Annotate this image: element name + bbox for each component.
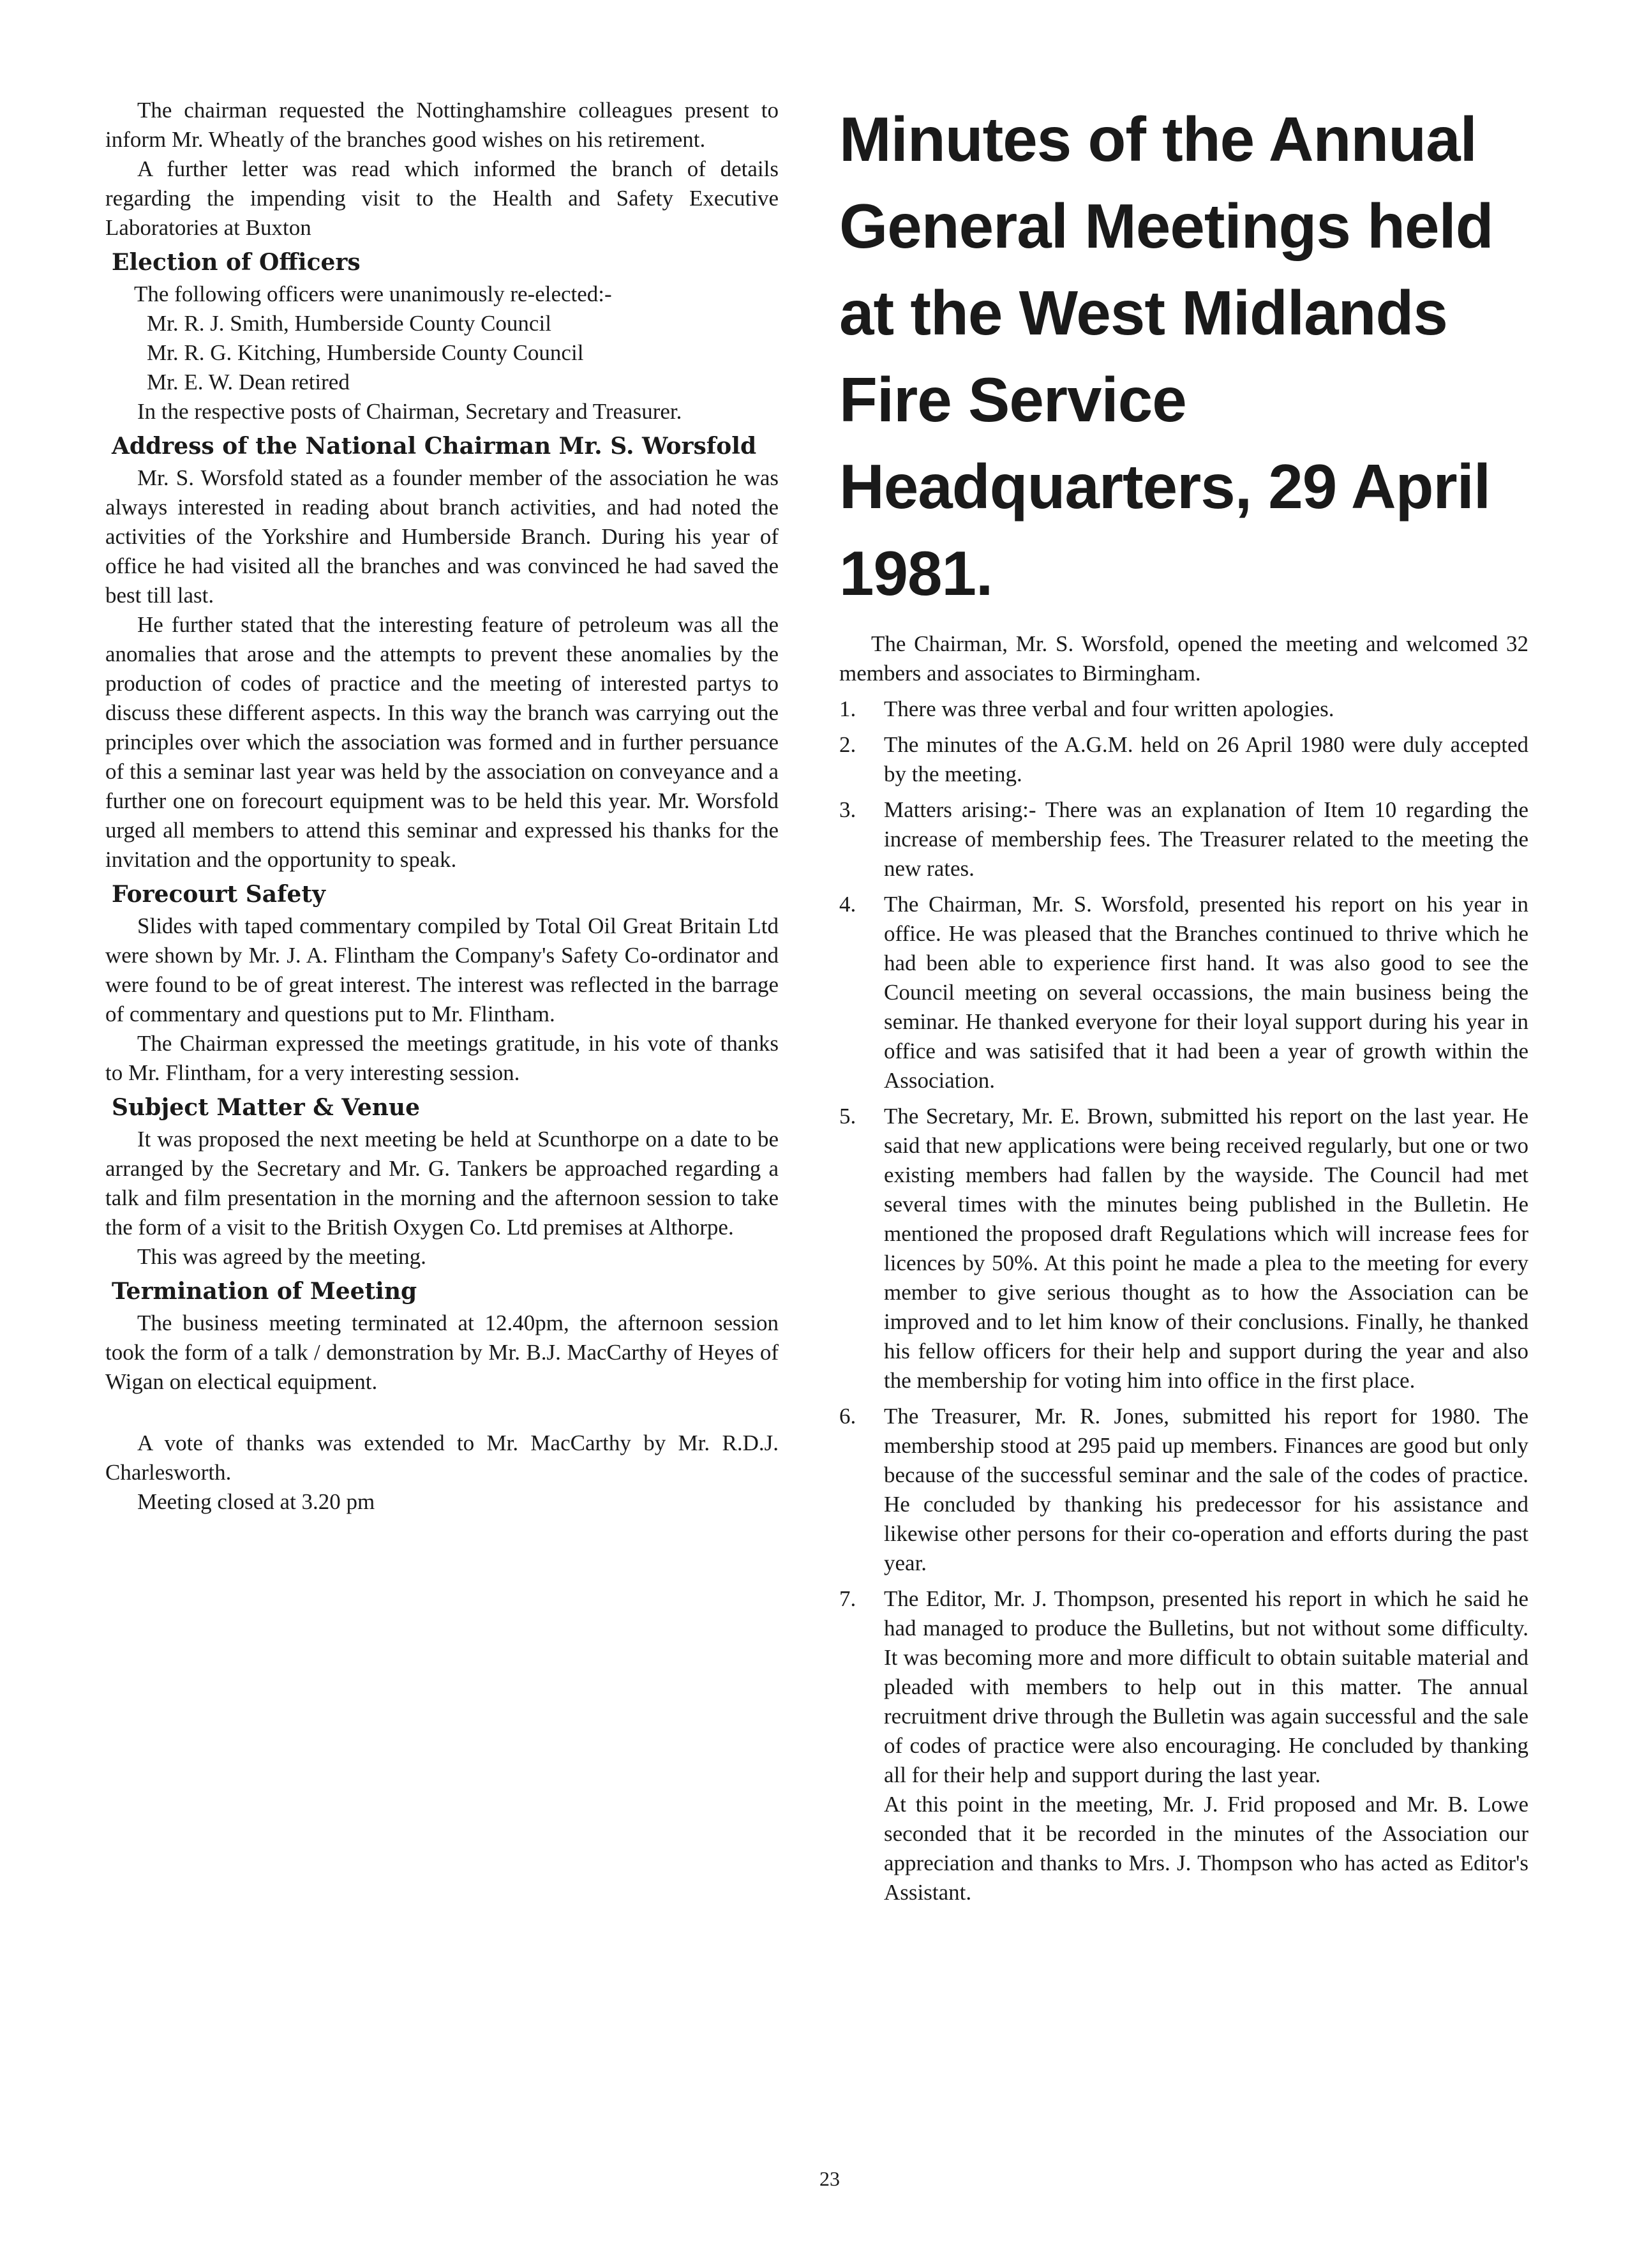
list-item xyxy=(839,890,1528,1095)
paragraph: Meeting closed at 3.20 pm xyxy=(137,1489,375,1514)
list-item xyxy=(839,1102,1528,1395)
item-extra-text: At this point in the meeting, Mr. J. Frid proposed and Mr. B. Lowe seconded that it be recorded in the minutes of the Association our appreciation and thanks to Mrs. J. Thompson who has acted as Editor's Assistant. xyxy=(884,1792,1528,1905)
officer-line: Mr. R. J. Smith, Humberside County Council xyxy=(147,311,551,336)
list-item xyxy=(839,795,1528,883)
paragraph: The Chairman expressed the meetings gratitude, in his vote of thanks to Mr. Flintham, for a very interesting session. xyxy=(105,1031,779,1085)
paragraph: A vote of thanks was extended to Mr. MacCarthy by Mr. R.D.J. Charlesworth. xyxy=(105,1431,779,1485)
list-item xyxy=(839,1402,1528,1578)
section-heading-address: Address of the National Chairman Mr. S. Worsfold xyxy=(112,433,757,460)
section-heading-election: Election of Officers xyxy=(112,249,361,276)
item-text: Matters arising:- There was an explanation of Item 10 regarding the increase of membership fees. The Treasurer related to the meeting the new rates. xyxy=(884,797,1528,881)
list-item xyxy=(839,730,1528,789)
list-item xyxy=(839,695,1528,724)
item-number: 6. xyxy=(839,1404,856,1429)
officer-line: Mr. E. W. Dean retired xyxy=(147,370,350,394)
item-number: 4. xyxy=(839,892,856,917)
item-text: The Chairman, Mr. S. Worsfold, presented his report on his year in office. He was pleased that the Branches continued to thrive which he had been able to experience first hand. It was also good to see the Council meeting on several occassions, the main business being the seminar. He thanked everyone for their loyal support during his year in office and was satisifed that it had been a year of growth within the Association. xyxy=(884,892,1528,1093)
page-number: 23 xyxy=(819,2167,840,2190)
item-text: The Secretary, Mr. E. Brown, submitted his report on the last year. He said that new applications were being received regularly, but one or two existing members had fallen by the wayside. The Council had met several times with the minutes being published in the Bulletin. He mentioned the proposed draft Regulations which will increase fees for licences by 50%. At this point he made a plea to the meeting for every member to give serious thought as to how the Association can be improved and to let him know of their conclusions. Finally, he thanked his fellow officers for their help and support during the year and also the membership for voting him into office in the first place. xyxy=(884,1104,1528,1393)
officer-line: Mr. R. G. Kitching, Humberside County Council xyxy=(147,340,584,365)
minutes-list xyxy=(839,695,1528,1907)
paragraph: It was proposed the next meeting be held at Scunthorpe on a date to be arranged by the Secretary and Mr. G. Tankers be approached regarding a talk and film presentation in the morning and the afternoon session to take the form of a visit to the British Oxygen Co. Ltd premises at Althorpe. xyxy=(105,1127,779,1240)
item-number: 3. xyxy=(839,797,856,822)
paragraph: He further stated that the interesting feature of petroleum was all the anomalies that arose and the attempts to prevent these anomalies by the production of codes of practice and the meeting of interested partys to discuss these different aspects. In this way the branch was carrying out the principles over which the association was formed and in further persuance of this a seminar last year was held by the association on conveyance and a further one on forecourt equipment was to be held this year. Mr. Worsfold urged all members to attend this seminar and expressed his thanks for the invitation and the opportunity to speak. xyxy=(105,612,779,872)
page-title: Minutes of the Annual General Meetings held at the West Midlands Fire Service Headquarters, 29 April 1981. xyxy=(839,104,1493,608)
intro-paragraph: The Chairman, Mr. S. Worsfold, opened the meeting and welcomed 32 members and associates to Birmingham. xyxy=(839,631,1528,686)
item-text: The Treasurer, Mr. R. Jones, submitted his report for 1980. The membership stood at 295 paid up members. Finances are good but only because of the successful seminar and the sale of the codes of practice. He concluded by thanking his predecessor for his assistance and likewise other persons for their co-operation and efforts during the past year. xyxy=(884,1404,1528,1575)
paragraph: This was agreed by the meeting. xyxy=(137,1244,426,1269)
item-number: 1. xyxy=(839,696,856,721)
paragraph: The business meeting terminated at 12.40pm, the afternoon session took the form of a talk / demonstration by Mr. B.J. MacCarthy of Heyes of Wigan on electical equipment. xyxy=(105,1310,779,1394)
item-text: The Editor, Mr. J. Thompson, presented his report in which he said he had managed to produce the Bulletins, but not without some difficulty. It was becoming more and more difficult to obtain suitable material and pleaded with members to help out in this matter. The annual recruitment drive through the Bulletin was again successful and the sale of codes of practice were also encouraging. He concluded by thanking all for their help and support during the last year. xyxy=(884,1586,1528,1787)
left-column xyxy=(105,96,779,1517)
item-number: 7. xyxy=(839,1586,856,1611)
section-heading-termination: Termination of Meeting xyxy=(112,1278,417,1305)
right-column xyxy=(839,96,1528,1914)
paragraph: The chairman requested the Nottinghamshire colleagues present to inform Mr. Wheatly of the branches good wishes on his retirement. xyxy=(105,98,779,152)
list-item xyxy=(839,1584,1528,1907)
item-number: 5. xyxy=(839,1104,856,1129)
section-heading-subject: Subject Matter & Venue xyxy=(112,1094,421,1121)
paragraph: Mr. S. Worsfold stated as a founder member of the association he was always interested in reading about branch activities, and had noted the activities of the Yorkshire and Humberside Branch. During his year of office he had visited all the branches and was convinced he had saved the best till last. xyxy=(105,465,779,608)
election-intro: The following officers were unanimously re-elected:- xyxy=(134,282,612,306)
item-number: 2. xyxy=(839,732,856,757)
section-heading-forecourt: Forecourt Safety xyxy=(112,881,325,908)
paragraph: In the respective posts of Chairman, Secretary and Treasurer. xyxy=(137,399,682,424)
paragraph: A further letter was read which informed the branch of details regarding the impending visit to the Health and Safety Executive Laboratories at Buxton xyxy=(105,156,779,240)
spacer xyxy=(105,1397,779,1429)
paragraph: Slides with taped commentary compiled by Total Oil Great Britain Ltd were shown by Mr. J. A. Flintham the Company's Safety Co-ordinator and were found to be of great interest. The interest was reflected in the barrage of commentary and questions put to Mr. Flintham. xyxy=(105,913,779,1026)
item-text: There was three verbal and four written apologies. xyxy=(884,696,1334,721)
item-text: The minutes of the A.G.M. held on 26 April 1980 were duly accepted by the meeting. xyxy=(884,732,1528,786)
